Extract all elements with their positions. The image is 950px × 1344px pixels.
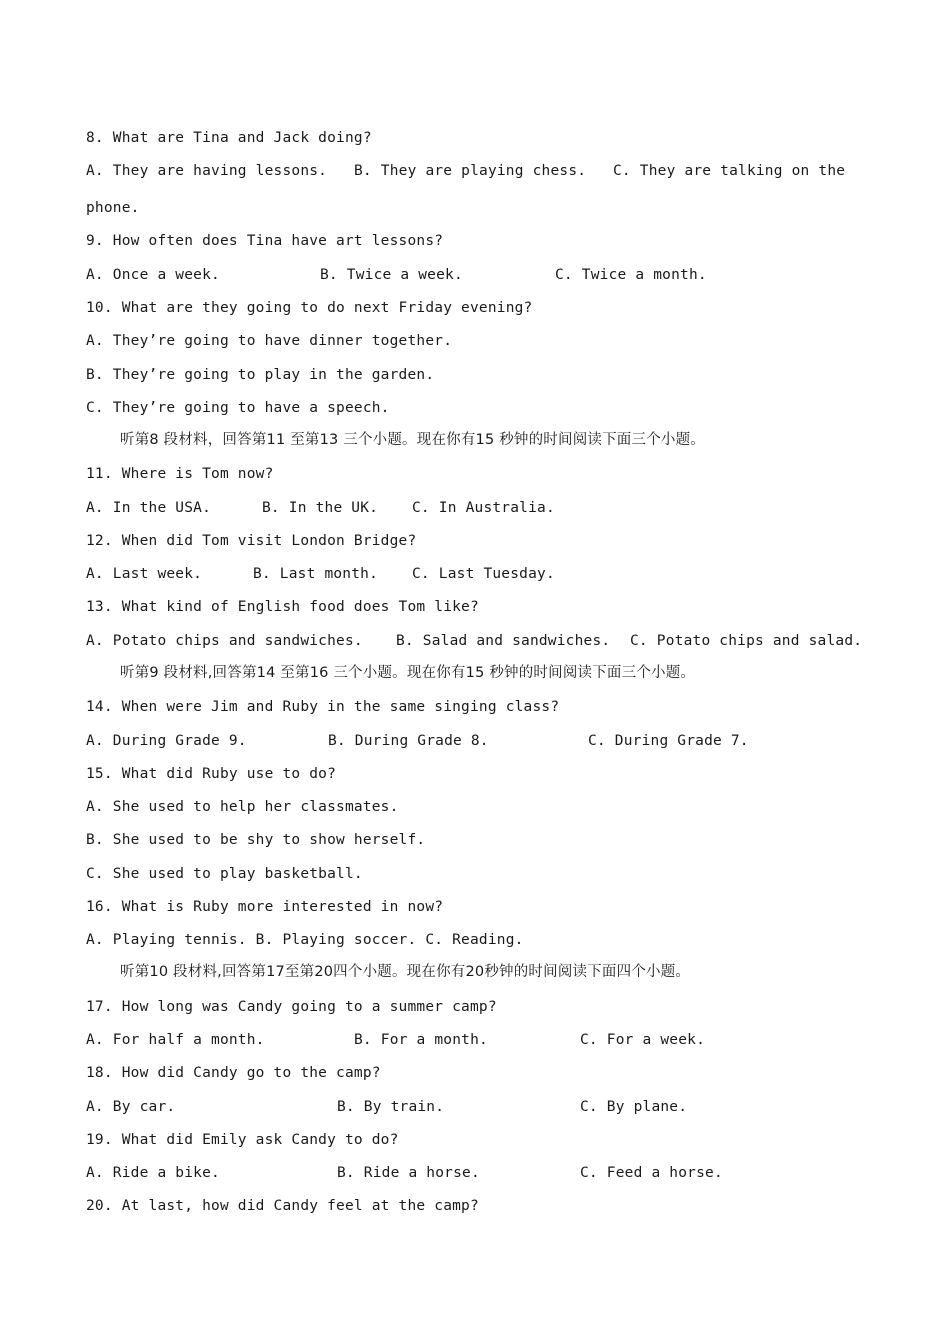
question-16: 16. What is Ruby more interested in now? — [86, 899, 444, 915]
question-12: 12. When did Tom visit London Bridge? — [86, 533, 417, 549]
q13-option-a: A. Potato chips and sandwiches. — [86, 633, 363, 649]
q14-option-b: B. During Grade 8. — [328, 733, 489, 749]
q15-option-a: A. She used to help her classmates. — [86, 799, 399, 815]
section-9-instruction: 听第9 段材料,回答第14 至第16 三个小题。现在你有15 秒钟的时间阅读下面三个小题。 — [120, 665, 696, 681]
q9-option-c: C. Twice a month. — [555, 267, 707, 283]
q14-option-a: A. During Grade 9. — [86, 733, 247, 749]
question-9: 9. How often does Tina have art lessons? — [86, 233, 444, 249]
question-19: 19. What did Emily ask Candy to do? — [86, 1132, 399, 1148]
q12-option-c: C. Last Tuesday. — [412, 566, 555, 582]
q11-option-a: A. In the USA. — [86, 500, 212, 516]
q11-option-b: B. In the UK. — [262, 500, 379, 516]
q18-option-b: B. By train. — [337, 1099, 445, 1115]
q10-option-c: C. They’re going to have a speech. — [86, 400, 390, 416]
q15-option-c: C. She used to play basketball. — [86, 866, 363, 882]
question-10: 10. What are they going to do next Friday evening? — [86, 300, 533, 316]
question-11: 11. Where is Tom now? — [86, 466, 274, 482]
q18-option-c: C. By plane. — [580, 1099, 688, 1115]
q13-option-c: C. Potato chips and salad. — [630, 633, 863, 649]
q12-option-a: A. Last week. — [86, 566, 203, 582]
q17-option-c: C. For a week. — [580, 1032, 706, 1048]
q12-option-b: B. Last month. — [253, 566, 379, 582]
question-8: 8. What are Tina and Jack doing? — [86, 130, 372, 146]
q16-options: A. Playing tennis. B. Playing soccer. C. Reading. — [86, 932, 524, 948]
q19-option-b: B. Ride a horse. — [337, 1165, 480, 1181]
section-10-instruction: 听第10 段材料,回答第17至第20四个小题。现在你有20秒钟的时间阅读下面四个小题。 — [120, 964, 691, 980]
q8-option-c: C. They are talking on the — [613, 163, 846, 179]
q8-option-a: A. They are having lessons. — [86, 163, 328, 179]
question-20: 20. At last, how did Candy feel at the camp? — [86, 1198, 479, 1214]
question-17: 17. How long was Candy going to a summer camp? — [86, 999, 497, 1015]
q17-option-a: A. For half a month. — [86, 1032, 265, 1048]
q10-option-a: A. They’re going to have dinner together. — [86, 333, 453, 349]
q9-option-b: B. Twice a week. — [320, 267, 463, 283]
question-14: 14. When were Jim and Ruby in the same singing class? — [86, 699, 560, 715]
q15-option-b: B. She used to be shy to show herself. — [86, 832, 426, 848]
section-8-instruction: 听第8 段材料，回答第11 至第13 三个小题。现在你有15 秒钟的时间阅读下面三个小题。 — [120, 432, 706, 448]
q8-option-b: B. They are playing chess. — [354, 163, 587, 179]
q11-option-c: C. In Australia. — [412, 500, 555, 516]
question-13: 13. What kind of English food does Tom like? — [86, 599, 479, 615]
q17-option-b: B. For a month. — [354, 1032, 488, 1048]
q13-option-b: B. Salad and sandwiches. — [396, 633, 611, 649]
question-15: 15. What did Ruby use to do? — [86, 766, 337, 782]
q9-option-a: A. Once a week. — [86, 267, 220, 283]
question-18: 18. How did Candy go to the camp? — [86, 1065, 381, 1081]
q14-option-c: C. During Grade 7. — [588, 733, 749, 749]
q19-option-a: A. Ride a bike. — [86, 1165, 220, 1181]
q8-option-c-continued: phone. — [86, 200, 140, 216]
q18-option-a: A. By car. — [86, 1099, 176, 1115]
q19-option-c: C. Feed a horse. — [580, 1165, 723, 1181]
q10-option-b: B. They’re going to play in the garden. — [86, 367, 435, 383]
